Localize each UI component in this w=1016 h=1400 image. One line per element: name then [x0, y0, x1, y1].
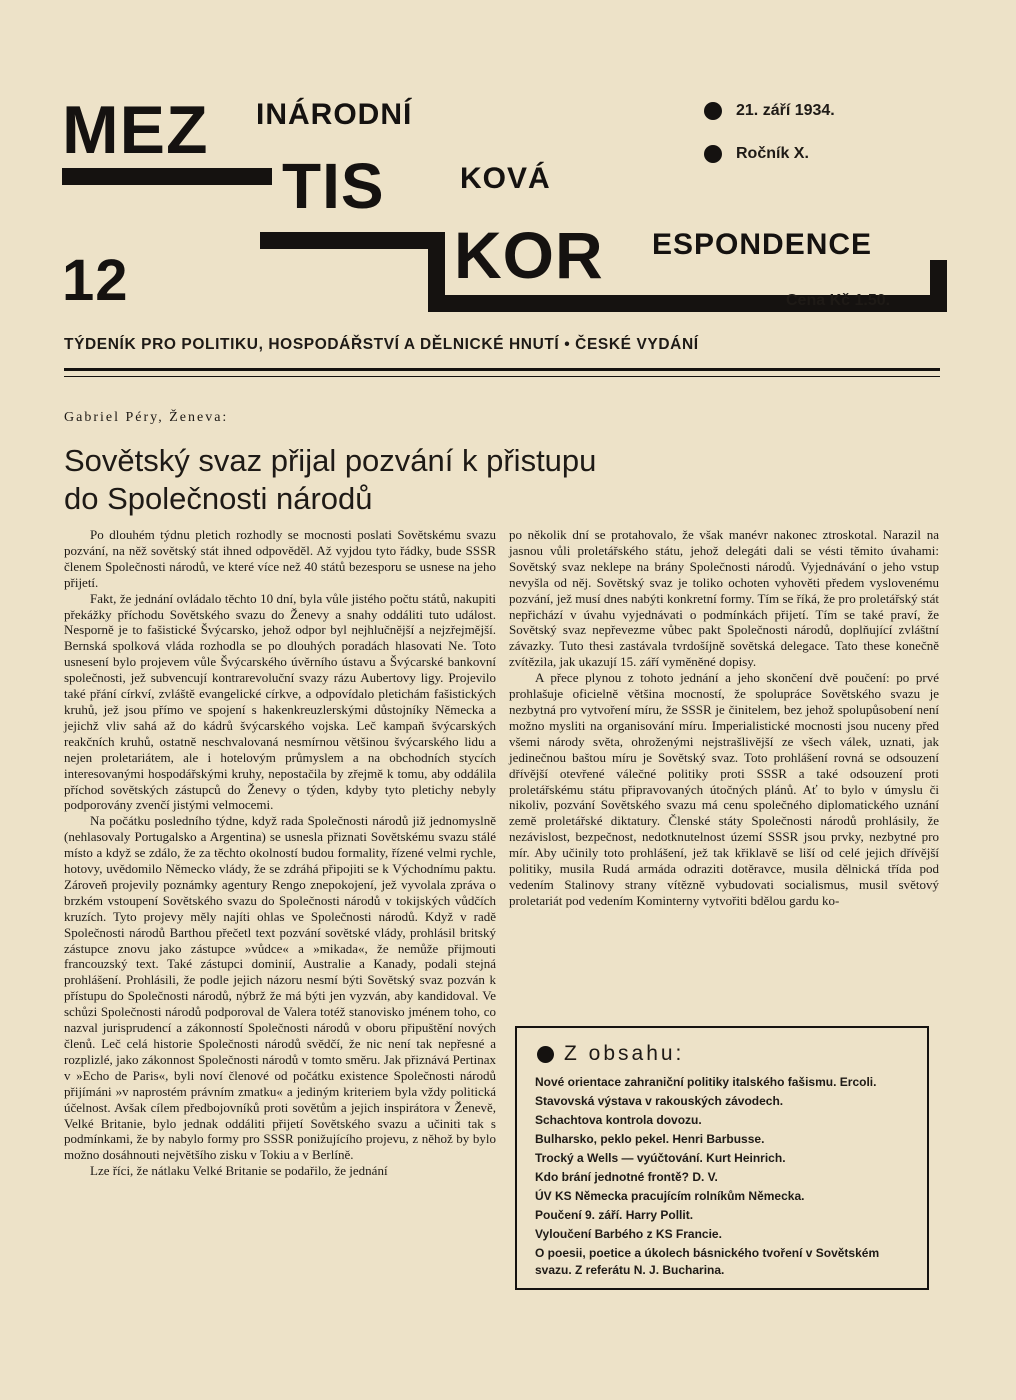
contents-item[interactable]: Kdo brání jednotné frontě? D. V.: [535, 1170, 718, 1184]
issue-volume-text: Ročník X.: [736, 145, 809, 163]
contents-item[interactable]: Nové orientace zahraniční politiky italského fašismu. Ercoli.: [535, 1075, 877, 1089]
article-column-1: [64, 527, 496, 1179]
masthead-kova: KOVÁ: [460, 162, 551, 195]
contents-item[interactable]: Vyloučení Barbého z KS Francie.: [535, 1227, 722, 1241]
headline-line-1: Sovětský svaz přijal pozvání k přistupu: [64, 443, 597, 478]
bullet-icon: [704, 102, 722, 120]
issue-volume: [704, 145, 809, 163]
rule-bottom: [64, 376, 940, 377]
contents-item[interactable]: Stavovská výstava v rakouských závodech.: [535, 1094, 784, 1108]
headline-line-2: do Společnosti národů: [64, 481, 373, 516]
bullet-icon: [704, 145, 722, 163]
issue-number: 12: [62, 248, 129, 313]
masthead-bar-5: [930, 260, 947, 312]
masthead-bar-1: [62, 168, 272, 185]
paragraph: Po dlouhém týdnu pletich rozhodly se mocnosti poslati Sovětskému svazu pozvání, na něž sovětský stát ihned odpověděl. Až vyjdou tyto řádky, bude SSSR členem Společnosti národů, ve které více než 40 států bezesporu se usnese na jeho přijetí.: [64, 527, 496, 590]
paragraph: Na počátku posledního týdne, když rada Společnosti národů již jednomyslně (nehlasovaly Portugalsko a Argentina) se usnesla přiznati Sovětskému svazu stálé místo a když se zdálo, že za těchto okolností budou formality, řízené velmi rychle, hotovy, uvědomilo Německo vlády, že se zdráhá připojiti se k Východnímu paktu. Zároveň projevily poznámky agentury Rengo znepokojení, jež vyvolala zpráva o brzkém vstoupení Sovětského svazu do Společnosti národů v tokijských vůdčích kruzích. Tyto projevy měly najíti ohlas ve Společnosti národů. Když v radě Společnosti národů Barthou přečetl text pozvání sovětské vlády, prohlásil britský zástupce znovu jako zástupce »vůdce« a »mikada«, že nemůže přijmouti francouzský text. Také zástupci dominií, Australie a Kanady, podali stejná prohlášení. Prohlásili, že podle jejich názoru nesmí býti Sovětský svaz pozván k přístupu do Společnosti národů, nýbrž že má býti jen vyzván, aby kandidoval. Ve schůzi Společnosti národů podporoval de Valera totéž stanovisko jménem toho, co nazval jurisprudencí a zákonností Společnosti národů v oboru připuštění nových členů. Leč celá historie Společnosti národů svědčí, že nic není tak nepřesné a rozplizlé, jako zákonnost Společnosti národů v tomto směru. Jak přiznává Pertinax v »Echo de Paris«, byli noví členové od počátku existence Společnosti národů přijímáni »v naprostém právním zmatku« a jediným kriteriem byla vždy politická účelnost. Avšak cílem předbojovníků proti sovětům a jejich inspirátora v Ženevě, Velké Britanie, bylo jednak oddáliti přijetí Sovětského svazu a učiniti tak s podmínkami, že by nabylo formy pro SSSR ponižujícího projevu, z něhož by bylo možno dosáhnouti největšího zisku v Tokiu a v Berlíně.: [64, 813, 496, 1163]
contents-item[interactable]: O poesii, poetice a úkolech básnického tvoření v Sovětském svazu. Z referátu N. J. Bucharina.: [535, 1246, 880, 1277]
bullet-icon: [537, 1046, 554, 1063]
article-column-2: [509, 527, 939, 909]
contents-heading-text: Z obsahu:: [564, 1042, 685, 1065]
contents-item[interactable]: Schachtova kontrola dovozu.: [535, 1113, 702, 1127]
masthead-kor: KOR: [454, 218, 604, 292]
contents-item[interactable]: Poučení 9. září. Harry Pollit.: [535, 1208, 694, 1222]
paragraph: A přece plynou z tohoto jednání a jeho skončení dvě poučení: po prvé prohlašuje oficielně většina mocností, že spolupráce Sovětského svazu je nezbytná pro vytvoření míru, že SSSR je činitelem, bez jehož spolupůsobení není možno mysliti na organisování míru. Imperialistické mocnosti jsou nuceny před všemi národy světa, ohroženými nejstrašlivější ze všech válek, uznati, jak jedinečnou baštou míru je Sovětský svaz. Toto prohlášení rovná se odsouzení dřívější otevřené válečné politiky proti SSSR a také odsouzení proti proletářskému státu připravovaných útočných plánů. Ať to bylo v úmyslu či nikoliv, pozvání Sovětského svazu má cenu společného diplomatického uznání země proletářské diktatury. Členské státy Společnosti národů prohlásily, že nezávislost, bezpečnost, nedotknutelnost území SSSR jsou prvky, nezbytné pro mír. Aby učinily toto prohlášení, jež tak křiklavě se liší od celé jejich dřívější politiky, musila Rudá armáda odraziti dotěravce, musila dělnická třída pod vedením Stalinovy strany vítězně vybudovati socialismus, musil světový proletariát pod vedením Kominterny vytvořiti bdělou gardu ko-: [509, 670, 939, 908]
paragraph: Lze říci, že nátlaku Velké Britanie se podařilo, že jednání: [90, 1163, 388, 1179]
contents-heading: [537, 1042, 684, 1066]
masthead-bar-2: [260, 232, 430, 249]
masthead-bar-3: [428, 232, 445, 312]
paragraph: Fakt, že jednání ovládalo těchto 10 dní, byla vůle jistého počtu států, nakupiti překážky příchodu Sovětského svazu do Ženevy a snahy oddáliti tuto událost. Nesporně je to fašistické Švýcarsko, jehož odpor byl nejhlučnější a nejzřejmější. Bernská spolková vláda rozhodla se po dlouhých poradách hlasovati Ne. Toto usnesení bylo projevem vůle Švýcarského úvěrního ústavu a Švýcarské bankovní společnosti, jež subvencují kontrarevoluční svazy rázu Aubertovy ligy. Projevilo také přání církví, zvláště evangelické církve, a odpovídalo pletichám fašistických kruhů, jež jsou přímo ve spojení s hakenkreuzlerskými důstojníky Německa a jejichž vliv sahá až do kádrů švýcarského vojska. Leč kampaň švýcarských reakčních kruhů, ostatně neschvalovaná nesmírnou většinou švýcarského lidu a nejen proletariátem, ale i hotelovým průmyslem a na obchodních stycích interesovanými hospodářskými kruhy, nepostačila by zřejmě k tomu, aby oddálila příchod sovětských zástupců do Ženevy o týden, kdyby tyto pletichy nebyly podporovány zvenčí jistými velmocemi.: [64, 590, 496, 813]
article-byline: Gabriel Péry, Ženeva:: [64, 410, 229, 425]
masthead-inarodni: INÁRODNÍ: [256, 98, 413, 131]
contents-item[interactable]: Bulharsko, peklo pekel. Henri Barbusse.: [535, 1132, 765, 1146]
issue-date: [704, 102, 835, 120]
masthead-tis: TIS: [282, 150, 385, 222]
masthead-mez: MEZ: [62, 92, 209, 168]
contents-list: [535, 1074, 915, 1281]
article-headline: [64, 442, 764, 518]
issue-date-text: 21. září 1934.: [736, 102, 835, 120]
contents-item[interactable]: Trocký a Wells — vyúčtování. Kurt Heinrich.: [535, 1151, 786, 1165]
rule-top: [64, 368, 940, 371]
masthead-subtitle: TÝDENÍK PRO POLITIKU, HOSPODÁŘSTVÍ A DĚLNICKÉ HNUTÍ • ČESKÉ VYDÁNÍ: [64, 336, 699, 353]
issue-price: Cena Kč 1.50.: [786, 292, 891, 309]
contents-box: [515, 1026, 929, 1290]
contents-item[interactable]: ÚV KS Německa pracujícím rolníkům Německa.: [535, 1189, 805, 1203]
masthead-espondence: ESPONDENCE: [652, 228, 873, 261]
paragraph: po několik dní se protahovalo, že však manévr nakonec ztroskotal. Narazil na jasnou vůli proletářského státu, jehož delegáti dali se vésti těmito úvahami: Sovětský svaz neklepe na brány Společnosti národů. Vyjednávání o jeho vstup nevyšla od něj. Sovětský svaz je toliko ochoten vyhověti předem vyslovenému pozvání, jež musí dnes nabýti konkretní formy. Tím se říká, že pro proletářský stát nepřichází v úvahu vyjednávati o podmínkách přijetí. Tím se také praví, že Sovětský svaz nepřevezme vůbec pakt Společnosti národů, doplňující zvláštní závazky. Tuto thesi zastávala tvrdošíjně sovětská delegace. Tato these konečně zvítězila, jak ukazují 15. září vyměněné dopisy.: [509, 527, 939, 670]
